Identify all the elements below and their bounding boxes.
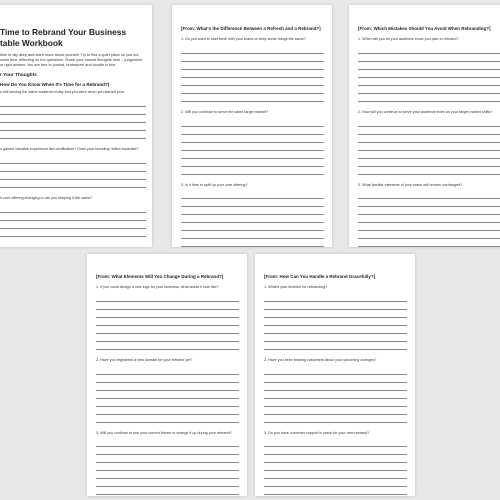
answer-line — [0, 205, 146, 213]
answer-line — [358, 54, 500, 62]
answer-lines-1 — [0, 99, 146, 139]
answer-line — [264, 439, 407, 447]
answer-line — [358, 62, 500, 70]
answer-line — [181, 127, 324, 135]
answer-line — [181, 46, 324, 54]
answer-line — [96, 302, 239, 310]
answer-line — [358, 127, 500, 135]
answer-lines-2 — [0, 156, 146, 188]
answer-line — [181, 119, 324, 127]
question-1: 1. If you could design a new logo for your business, what would it look like? — [96, 285, 219, 289]
answer-line — [0, 172, 146, 180]
answer-line — [181, 159, 324, 167]
workbook-page-5 — [255, 254, 415, 496]
answer-line — [264, 455, 407, 463]
answer-line — [264, 302, 407, 310]
answer-line — [358, 231, 500, 239]
answer-line — [358, 151, 500, 159]
answer-lines-2 — [358, 119, 500, 175]
answer-line — [181, 78, 324, 86]
answer-line — [264, 326, 407, 334]
answer-lines-2 — [96, 367, 239, 423]
answer-line — [358, 207, 500, 215]
page-header: [From: What's the Difference Between a Refresh and a Rebrand?] — [181, 26, 321, 31]
answer-line — [264, 463, 407, 471]
question-3: 3. Is it time to spiff up your core offering? — [181, 182, 248, 187]
answer-line — [96, 455, 239, 463]
workbook-page-3 — [349, 5, 500, 247]
answer-line — [96, 447, 239, 455]
question-2: 2. Have you been teasing customers about your upcoming changes? — [264, 357, 377, 362]
answer-line — [0, 107, 146, 115]
answer-line — [358, 119, 500, 127]
answer-lines-3 — [181, 191, 324, 247]
answer-line — [96, 439, 239, 447]
answer-line — [181, 223, 324, 231]
answer-line — [358, 86, 500, 94]
answer-line — [358, 199, 500, 207]
answer-line — [264, 407, 407, 415]
answer-line — [264, 383, 407, 391]
page-header: [From: Which Mistakes Should You Avoid When Rebranding?] — [358, 26, 491, 31]
answer-line — [181, 239, 324, 247]
answer-line — [0, 221, 146, 229]
answer-line — [181, 135, 324, 143]
answer-line — [264, 334, 407, 342]
answer-line — [96, 415, 239, 423]
subhead: r Your Thoughts — [0, 73, 37, 79]
intro-text: time to dig deep and learn more about yourself. Try to find a quiet place so you out some time reflecting on the questions. Share your honest thoughts here – judgement or right answer. You are free to journal, brainstorm and doodle in tice. — [0, 53, 143, 68]
question-1: u still serving the same audience today that you were when you started your — [0, 90, 125, 95]
workbook-page-2 — [172, 5, 332, 247]
answer-line — [96, 318, 239, 326]
question-2: 2. Will you continue to serve the same target market? — [181, 109, 269, 114]
answer-line — [264, 399, 407, 407]
workbook-title — [0, 27, 146, 48]
answer-line — [264, 375, 407, 383]
answer-line — [96, 399, 239, 407]
answer-line — [264, 479, 407, 487]
answer-lines-3 — [264, 439, 407, 495]
answer-line — [0, 99, 146, 107]
answer-line — [358, 215, 500, 223]
answer-line — [96, 326, 239, 334]
answer-line — [358, 143, 500, 151]
answer-line — [181, 191, 324, 199]
answer-lines-3 — [0, 205, 146, 237]
answer-line — [264, 367, 407, 375]
question-1: 1. When will you let your audience know you plan to rebrand? — [358, 37, 459, 41]
answer-line — [358, 135, 500, 143]
answer-line — [96, 479, 239, 487]
answer-line — [181, 86, 324, 94]
answer-line — [264, 310, 407, 318]
question-1: 1. Do you want to start fresh with your brand or keep some things the same? — [181, 37, 306, 41]
question-3: ir core offering changing or are you keeping it the same? — [0, 196, 93, 200]
answer-line — [264, 447, 407, 455]
answer-line — [96, 383, 239, 391]
answer-line — [0, 164, 146, 172]
answer-line — [0, 123, 146, 131]
answer-line — [358, 70, 500, 78]
answer-line — [96, 463, 239, 471]
answer-line — [96, 367, 239, 375]
answer-line — [181, 199, 324, 207]
answer-line — [96, 407, 239, 415]
question-2: 2. How will you continue to serve your audience even as your target market shifts? — [358, 109, 493, 114]
page-header: [From: How Can You Handle a Rebrand Gracefully?] — [264, 274, 376, 279]
answer-line — [0, 156, 146, 164]
answer-line — [358, 239, 500, 247]
answer-lines-2 — [181, 119, 324, 175]
answer-line — [96, 487, 239, 495]
answer-line — [96, 471, 239, 479]
answer-line — [0, 131, 146, 139]
answer-line — [0, 213, 146, 221]
page-header: [From: What Elements Will You Change During a Rebrand?] — [96, 274, 224, 279]
answer-line — [0, 229, 146, 237]
question-3: 3. Do you have customer support in place for your new rebrand? — [264, 430, 370, 435]
question-3: 3. What familiar elements of your brand will remain unchanged? — [358, 182, 463, 187]
answer-line — [264, 294, 407, 302]
answer-line — [358, 46, 500, 54]
answer-line — [264, 318, 407, 326]
section-heading: How Do You Know When It's Time for a Rebrand?) — [0, 82, 110, 88]
workbook-page-1 — [0, 5, 152, 247]
answer-line — [181, 70, 324, 78]
answer-line — [264, 342, 407, 350]
answer-line — [181, 54, 324, 62]
answer-line — [0, 180, 146, 188]
answer-line — [96, 294, 239, 302]
answer-line — [358, 223, 500, 231]
answer-line — [358, 94, 500, 102]
answer-line — [358, 159, 500, 167]
answer-line — [358, 191, 500, 199]
question-1: 1. What's your timeline for rebranding? — [264, 285, 328, 289]
answer-line — [96, 375, 239, 383]
answer-lines-1 — [358, 46, 500, 102]
answer-line — [181, 215, 324, 223]
title-line-2: table Workbook — [0, 37, 63, 48]
answer-line — [264, 471, 407, 479]
answer-line — [181, 143, 324, 151]
answer-line — [264, 487, 407, 495]
answer-lines-1 — [96, 294, 239, 350]
answer-line — [181, 62, 324, 70]
answer-line — [264, 391, 407, 399]
answer-lines-2 — [264, 367, 407, 423]
answer-line — [181, 167, 324, 175]
answer-line — [0, 115, 146, 123]
answer-line — [96, 310, 239, 318]
answer-line — [358, 167, 500, 175]
answer-lines-3 — [96, 439, 239, 495]
answer-line — [181, 151, 324, 159]
answer-lines-1 — [264, 294, 407, 350]
answer-line — [181, 207, 324, 215]
question-2: u gained valuable experience like certification? Does your branding reflect expertise? — [0, 147, 139, 152]
answer-line — [96, 342, 239, 350]
workbook-page-4 — [87, 254, 247, 496]
answer-line — [181, 94, 324, 102]
answer-line — [181, 231, 324, 239]
answer-lines-3 — [358, 191, 500, 247]
answer-line — [96, 334, 239, 342]
answer-lines-1 — [181, 46, 324, 102]
answer-line — [96, 391, 239, 399]
answer-line — [358, 78, 500, 86]
question-2: 2. Have you registered a new domain for your rebrand yet? — [96, 357, 193, 362]
title-line-1: Time to Rebrand Your Business — [0, 27, 127, 37]
question-3: 3. Will you continue to use your current theme or change it up during your rebrand? — [96, 430, 232, 435]
answer-line — [264, 415, 407, 423]
